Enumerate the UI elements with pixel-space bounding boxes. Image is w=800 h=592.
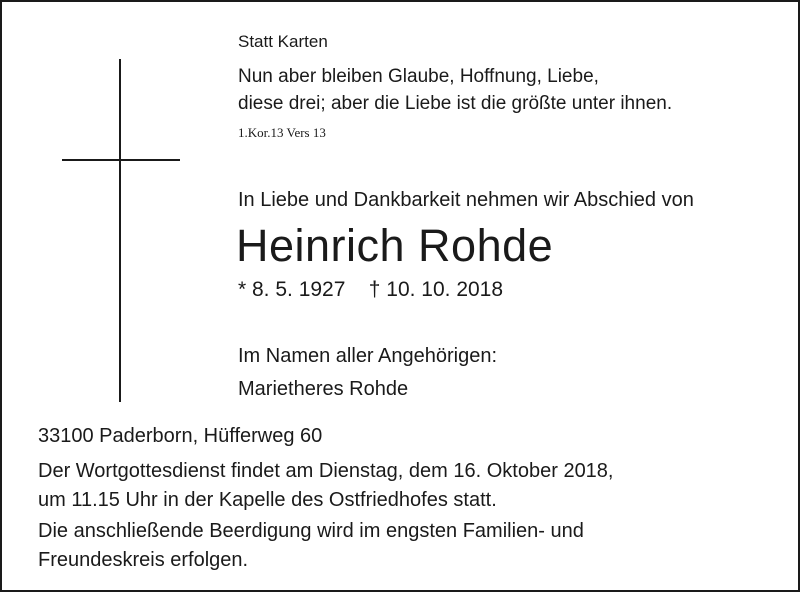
verse-reference: 1.Kor.13 Vers 13 bbox=[238, 125, 326, 140]
service-line-2: um 11.15 Uhr in der Kapelle des Ostfriedhofes statt. bbox=[38, 489, 497, 511]
verse-line-2: diese drei; aber die Liebe ist die größte unter ihnen. bbox=[238, 93, 673, 114]
service-line-1: Der Wortgottesdienst findet am Dienstag, dem 16. Oktober 2018, bbox=[38, 460, 614, 482]
deceased-name: Heinrich Rohde bbox=[236, 220, 554, 271]
header-text: Statt Karten bbox=[238, 32, 328, 51]
cross-horizontal-bar bbox=[62, 159, 180, 161]
burial-line-2: Freundeskreis erfolgen. bbox=[38, 549, 249, 571]
cross-vertical-bar bbox=[119, 59, 121, 402]
address-text: 33100 Paderborn, Hüfferweg 60 bbox=[38, 425, 323, 447]
mourners-label: Im Namen aller Angehörigen: bbox=[238, 345, 498, 367]
burial-line-1: Die anschließende Beerdigung wird im engsten Familien- und bbox=[38, 520, 584, 542]
verse-line-1: Nun aber bleiben Glaube, Hoffnung, Liebe, bbox=[238, 66, 599, 87]
life-dates: * 8. 5. 1927 † 10. 10. 2018 bbox=[238, 278, 504, 301]
mourner-name: Marietheres Rohde bbox=[238, 378, 409, 400]
intro-text: In Liebe und Dankbarkeit nehmen wir Abschied von bbox=[238, 189, 694, 211]
